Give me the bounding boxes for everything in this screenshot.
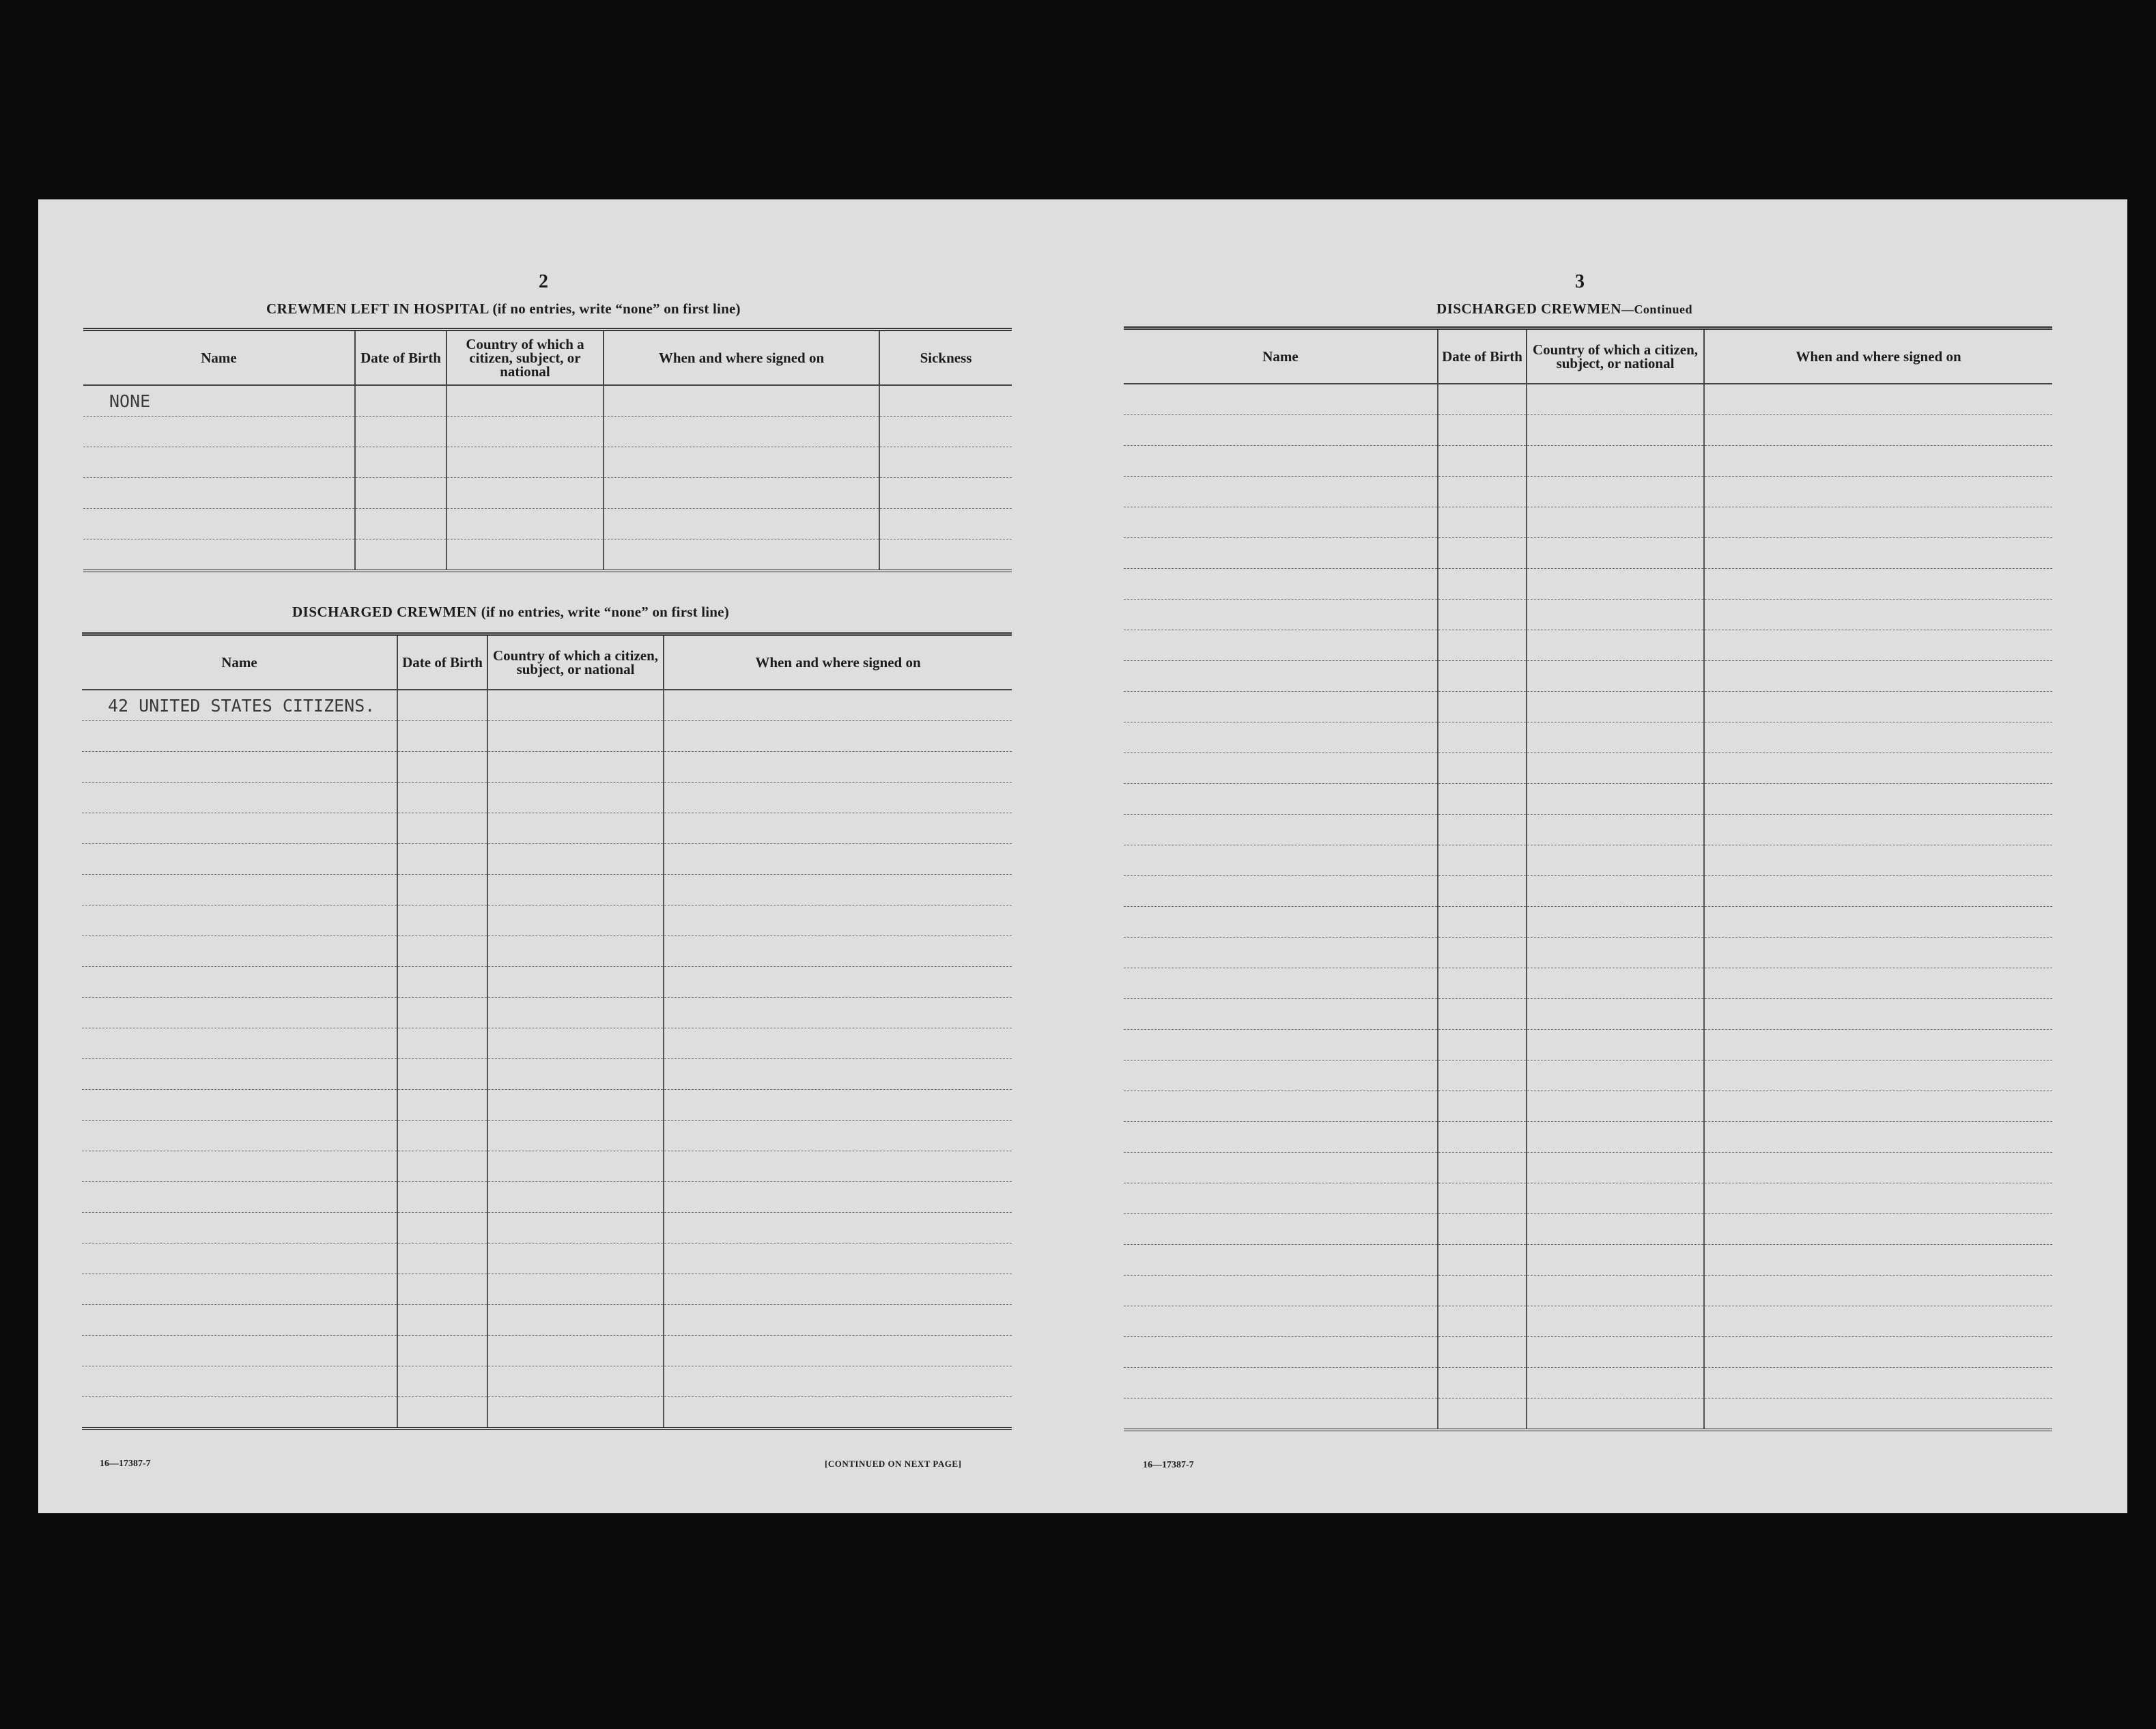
discharged-rows (82, 690, 1012, 1429)
hospital-col-name: Name (83, 330, 355, 386)
table-row (1124, 446, 2052, 477)
table-row (1124, 1214, 2052, 1245)
continued-col-country: Country of which a citizen, subject, or national (1527, 328, 1704, 384)
table-row (1124, 1060, 2052, 1091)
form-number-right: 16—17387-7 (1143, 1460, 1194, 1470)
table-row (1124, 1183, 2052, 1214)
continued-col-dob: Date of Birth (1438, 328, 1527, 384)
table-row (83, 417, 1012, 447)
table-row (1124, 600, 2052, 630)
hospital-section-title (266, 300, 741, 318)
table-row (82, 1397, 1012, 1429)
table-row (1124, 753, 2052, 784)
discharged-section-title (292, 604, 729, 621)
continued-col-name: Name (1124, 328, 1438, 384)
table-row (83, 539, 1012, 572)
table-row (82, 967, 1012, 998)
table-row (1124, 968, 2052, 999)
table-row (82, 875, 1012, 905)
table-row (1124, 538, 2052, 569)
table-row (82, 1274, 1012, 1305)
continued-col-signed-on: When and where signed on (1704, 328, 2052, 384)
page-number-right: 3 (1575, 271, 1585, 292)
document-paper (38, 199, 2127, 1513)
table-row (1124, 477, 2052, 507)
table-row (1124, 692, 2052, 722)
discharged-title-text: DISCHARGED CREWMEN (292, 604, 477, 620)
table-row (82, 690, 1012, 721)
hospital-col-dob: Date of Birth (355, 330, 446, 386)
table-row (82, 1213, 1012, 1243)
table-row (82, 1336, 1012, 1366)
table-row (82, 752, 1012, 783)
table-row (83, 478, 1012, 509)
form-number-left: 16—17387-7 (100, 1459, 151, 1469)
table-row (82, 813, 1012, 844)
discharged-table (82, 632, 1012, 1430)
discharged-col-dob: Date of Birth (397, 634, 487, 690)
table-row (1124, 784, 2052, 815)
discharged-col-name: Name (82, 634, 397, 690)
table-row (1124, 1245, 2052, 1276)
table-row (82, 936, 1012, 967)
table-row (1124, 630, 2052, 661)
table-row (1124, 1091, 2052, 1122)
table-row (82, 1366, 1012, 1397)
hospital-col-country: Country of which a citizen, subject, or national (446, 330, 604, 386)
table-row (1124, 384, 2052, 415)
table-row (82, 1090, 1012, 1121)
hospital-header-row (83, 330, 1012, 386)
table-row (82, 998, 1012, 1028)
hospital-table (83, 328, 1012, 572)
table-row (82, 783, 1012, 813)
table-row (83, 385, 1012, 417)
table-row (1124, 722, 2052, 753)
table-row (1124, 999, 2052, 1030)
table-row (1124, 507, 2052, 538)
discharged-title-note: (if no entries, write “none” on first line) (481, 604, 729, 620)
continued-note: [CONTINUED ON NEXT PAGE] (825, 1459, 962, 1469)
table-row (82, 1243, 1012, 1274)
table-row (82, 844, 1012, 875)
discharged-col-country: Country of which a citizen, subject, or national (487, 634, 664, 690)
table-row (1124, 1122, 2052, 1153)
continued-title-text: DISCHARGED CREWMEN (1436, 300, 1621, 317)
table-row (82, 1305, 1012, 1336)
hospital-col-sickness: Sickness (879, 330, 1012, 386)
table-row (82, 1028, 1012, 1059)
table-row (83, 447, 1012, 478)
table-row (1124, 1306, 2052, 1337)
continued-rows (1124, 384, 2052, 1430)
discharged-col-signed-on: When and where signed on (664, 634, 1012, 690)
table-row (82, 1151, 1012, 1182)
table-row (1124, 845, 2052, 876)
table-row (82, 721, 1012, 752)
table-row (1124, 1276, 2052, 1306)
table-row (1124, 1337, 2052, 1368)
table-row (1124, 815, 2052, 845)
table-row (82, 1182, 1012, 1213)
table-row (1124, 876, 2052, 907)
table-row (1124, 415, 2052, 446)
table-row (1124, 1368, 2052, 1398)
table-row (82, 905, 1012, 936)
continued-title-suffix: —Continued (1621, 303, 1692, 316)
discharged-header-row (82, 634, 1012, 690)
discharged-entry-name: 42 UNITED STATES CITIZENS. (82, 690, 397, 721)
table-row (1124, 661, 2052, 692)
table-row (82, 1059, 1012, 1090)
table-row (1124, 569, 2052, 600)
continued-header-row (1124, 328, 2052, 384)
hospital-entry-name: NONE (83, 385, 355, 417)
continued-table (1124, 326, 2052, 1431)
hospital-col-signed-on: When and where signed on (604, 330, 879, 386)
hospital-title-text: CREWMEN LEFT IN HOSPITAL (266, 300, 489, 317)
table-row (1124, 1030, 2052, 1060)
hospital-title-note: (if no entries, write “none” on first line) (492, 300, 741, 317)
table-row (82, 1121, 1012, 1151)
page-number-left: 2 (539, 271, 548, 292)
hospital-rows (83, 385, 1012, 571)
table-row (1124, 938, 2052, 968)
table-row (1124, 1398, 2052, 1431)
continued-section-title (1436, 300, 1692, 318)
table-row (1124, 1153, 2052, 1183)
table-row (1124, 907, 2052, 938)
table-row (83, 509, 1012, 539)
